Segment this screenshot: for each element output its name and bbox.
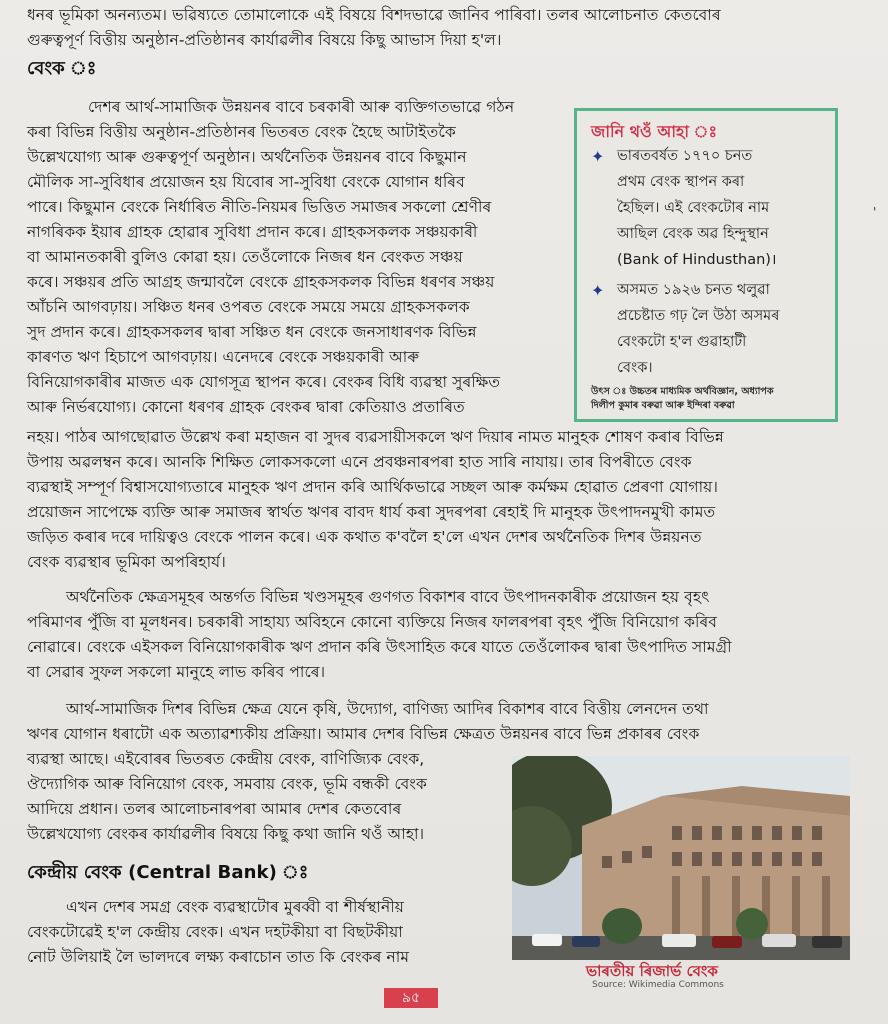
star-bullet-icon: ✦ [591,281,605,300]
para3-line: ঔদ্যোগিক আৰু বিনিয়োগ বেংক, সমবায় বেংক, ভূমি বন্ধকী বেংক [27,775,427,793]
photo-credit: Source: Wikimedia Commons [592,980,724,990]
para1-cont-line: নহয়। পাঠৰ আগছোৱাত উল্লেখ কৰা মহাজন বা সুদৰ ব্যৱসায়ীসকলে ঋণ দিয়াৰ নামত মানুহক শোষণ কৰাৰ বিভিন্ন [27,428,724,446]
know-more-title: জানি থওঁ আহা ঃ [591,122,718,141]
bank-heading: বেংক ঃ [27,58,97,79]
para1-line: পাৰে। কিছুমান বেংকে নিৰ্ধাৰিত নীতি-নিয়মৰ ভিত্তিত সমাজৰ সকলো শ্ৰেণীৰ [27,198,492,216]
para1-line: কৰে। সঞ্চয়ৰ প্ৰতি আগ্ৰহ জন্মাবলৈ বেংকে গ্ৰাহকসকলক বিভিন্ন ধৰণৰ সঞ্চয় [27,273,495,291]
para1-line: আঁচনি আগবঢ়ায়। সঞ্চিত ধনৰ ওপৰত বেংকে সময়ে সময়ে গ্ৰাহকসকলক [27,298,470,316]
para3-line: আদিয়ে প্ৰধান। তলৰ আলোচনাৰপৰা আমাৰ দেশৰ কেতবোৰ [27,800,402,818]
para1-cont-line: জড়িত কৰাৰ দৰে দায়িত্বও বেংকে পালন কৰে। এক কথাত ক'বলৈ হ'লে এখন দেশৰ অৰ্থনৈতিক দিশৰ উন্নয়নত [27,528,702,546]
rbi-building-photo [512,756,850,960]
para3-line: ঋণৰ যোগান ধৰাটো এক অত্যাৱশ্যকীয় প্ৰক্ৰিয়া। আমাৰ দেশৰ বিভিন্ন ক্ষেত্ৰত উন্নয়নৰ বাবে ভিন্ন প্ৰকাৰৰ বেংক [27,725,700,743]
para1-line: বা আমানতকাৰী বুলিও কোৱা হয়। তেওঁলোকে নিজৰ ধন বেংকত সঞ্চয় [27,248,463,266]
para1-line: মৌলিক সা-সুবিধাৰ প্ৰয়োজন হয় যিবোৰ সা-সুবিধা বেংকে যোগান ধৰিব [27,173,465,191]
source-line: দিলীপ কুমাৰ বৰুৱা আৰু ইন্দিৰা বৰুৱা [591,400,735,411]
para2-line: পৰিমাণৰ পুঁজি বা মূলধনৰ। চৰকাৰী সাহায্য অবিহনে কোনো ব্যক্তিয়ে নিজৰ ফালৰপৰা বৃহৎ পুঁজি বিনিয়োগ কৰিব [27,613,718,631]
know-more-item-line: ভাৰতবৰ্ষত ১৭৭০ চনত [617,148,753,164]
para4-line: বেংকটোৱেই হ'ল কেন্দ্ৰীয় বেংক। এখন দহটকীয়া বা বিছটকীয়া [27,923,403,941]
para3-line: আৰ্থ-সামাজিক দিশৰ বিভিন্ন ক্ষেত্ৰ যেনে কৃষি, উদ্যোগ, বাণিজ্য আদিৰ বিকাশৰ বাবে বিত্তীয় লেনদেন তথা [66,700,709,718]
para4-line: এখন দেশৰ সমগ্ৰ বেংক ব্যৱস্থাটোৰ মুৰব্বী বা শীৰ্ষস্থানীয় [66,898,405,916]
para1-cont-line: ব্যৱস্থাই সম্পূৰ্ণ বিশ্বাসযোগ্যতাৰে মানুহক ঋণ প্ৰদান কৰি আৰ্থিকভাৱে সচ্ছল আৰু কৰ্মক্ষম হোৱাত প্ৰেৰণা যোগায়। [27,478,719,496]
para1-cont-line: উপায় অৱলম্বন কৰে। আনকি শিক্ষিত লোকসকলো এনে প্ৰবঞ্চনাৰপৰা হাত সাৰি নাযায়। তাৰ বিপৰীতে বেংক [27,453,692,471]
para1-line: সুদ প্ৰদান কৰে। গ্ৰাহকসকলৰ দ্বাৰা সঞ্চিত ধন বেংকে জনসাধাৰণক বিভিন্ন [27,323,477,341]
photo-caption: ভাৰতীয় ৰিজাৰ্ভ বেংক [586,962,718,980]
know-more-item-line: হৈছিল। এই বেংকটোৰ নাম [617,200,770,216]
know-more-box [574,108,838,422]
know-more-item-line: প্ৰচেষ্টাত গঢ় লৈ উঠা অসমৰ [617,308,780,324]
know-more-item-line: বেংকটো হ'ল গুৱাহাটী [617,334,747,350]
know-more-item-line: প্ৰথম বেংক স্থাপন কৰা [617,174,745,190]
corner-mark: ' [873,205,877,219]
para1-line: কাৰণত ঋণ হিচাপে আগবঢ়ায়। এনেদৰে বেংকে সঞ্চয়কাৰী আৰু [27,348,420,366]
para1-line: দেশৰ আৰ্থ-সামাজিক উন্নয়নৰ বাবে চৰকাৰী আৰু ব্যক্তিগতভাৱে গঠন [88,98,515,116]
central-bank-heading: কেন্দ্ৰীয় বেংক (Central Bank) ঃ [27,862,309,883]
know-more-item-line: বেংক। [617,360,653,376]
know-more-item-line: অসমত ১৯২৬ চনত থলুৱা [617,282,770,298]
para4-line: নোট উলিয়াই লৈ ভালদৰে লক্ষ্য কৰাচোন তাত কি বেংকৰ নাম [27,948,410,966]
para2-line: নোৱাৰে। বেংকে এইসকল বিনিয়োগকাৰীক ঋণ প্ৰদান কৰি উৎসাহিত কৰে যাতে তেওঁলোকৰ দ্বাৰা উৎপাদিত সামগ্ৰী [27,638,732,656]
para1-cont-line: বেংক ব্যৱস্থাৰ ভূমিকা অপৰিহাৰ্য। [27,553,226,571]
para1-line: কৰা বিভিন্ন বিত্তীয় অনুষ্ঠান-প্ৰতিষ্ঠানৰ ভিতৰত বেংক হৈছে আটাইতকৈ [27,123,456,141]
para1-line: বিনিয়োগকাৰীৰ মাজত এক যোগসূত্ৰ স্থাপন কৰে। বেংকৰ বিধি ব্যৱস্থা সুৰক্ষিত [27,373,501,391]
source-line: উৎস ঃ উচ্চতৰ মাধ্যমিক অৰ্থবিজ্ঞান, অধ্যাপক [591,386,774,397]
para3-line: উল্লেখযোগ্য বেংকৰ কাৰ্যাৱলীৰ বিষয়ে কিছু কথা জানি থওঁ আহা। [27,825,425,843]
para2-line: অৰ্থনৈতিক ক্ষেত্ৰসমূহৰ অন্তৰ্গত বিভিন্ন খণ্ডসমূহৰ গুণগত বিকাশৰ বাবে উৎপাদনকাৰীক প্ৰয়োজন হয় বৃহৎ [66,588,710,606]
intro-line-2: গুৰুত্বপূৰ্ণ বিত্তীয় অনুষ্ঠান-প্ৰতিষ্ঠানৰ কাৰ্যাৱলীৰ বিষয়ে কিছু আভাস দিয়া হ'ল। [27,31,502,49]
para1-line: আৰু নিৰ্ভৰযোগ্য। কোনো ধৰণৰ গ্ৰাহক বেংকৰ দ্বাৰা কেতিয়াও প্ৰতাৰিত [27,398,465,416]
para1-line: উল্লেখযোগ্য আৰু গুৰুত্বপূৰ্ণ অনুষ্ঠান। অৰ্থনৈতিক উন্নয়নৰ বাবে কিছুমান [27,148,467,166]
know-more-item-line: (Bank of Hindusthan)। [617,252,777,268]
para3-line: ব্যৱস্থা আছে। এইবোৰৰ ভিতৰত কেন্দ্ৰীয় বেংক, বাণিজ্যিক বেংক, [27,750,425,768]
intro-line-1: ধনৰ ভূমিকা অনন্যতম। ভৱিষ্যতে তোমালোকে এই বিষয়ে বিশদভাৱে জানিব পাৰিবা। তলৰ আলোচনাত কেতবোৰ [27,6,721,24]
star-bullet-icon: ✦ [591,147,605,166]
para1-cont-line: প্ৰয়োজন সাপেক্ষে ব্যক্তি আৰু সমাজৰ স্বাৰ্থত ঋণৰ বাবদ ধাৰ্য কৰা সুদৰপৰা ৰেহাই দি মানুহক উৎপাদনমুখী কামত [27,503,716,521]
page-number: ৯৫ [384,988,438,1008]
para2-line: বা সেৱাৰ সুফল সকলো মানুহে লাভ কৰিব পাৰে। [27,663,326,681]
para1-line: নাগৰিকক ইয়াৰ গ্ৰাহক হোৱাৰ সুবিধা প্ৰদান কৰে। গ্ৰাহকসকলক সঞ্চয়কাৰী [27,223,478,241]
know-more-item-line: আছিল বেংক অৱ হিন্দুস্থান [617,226,769,242]
